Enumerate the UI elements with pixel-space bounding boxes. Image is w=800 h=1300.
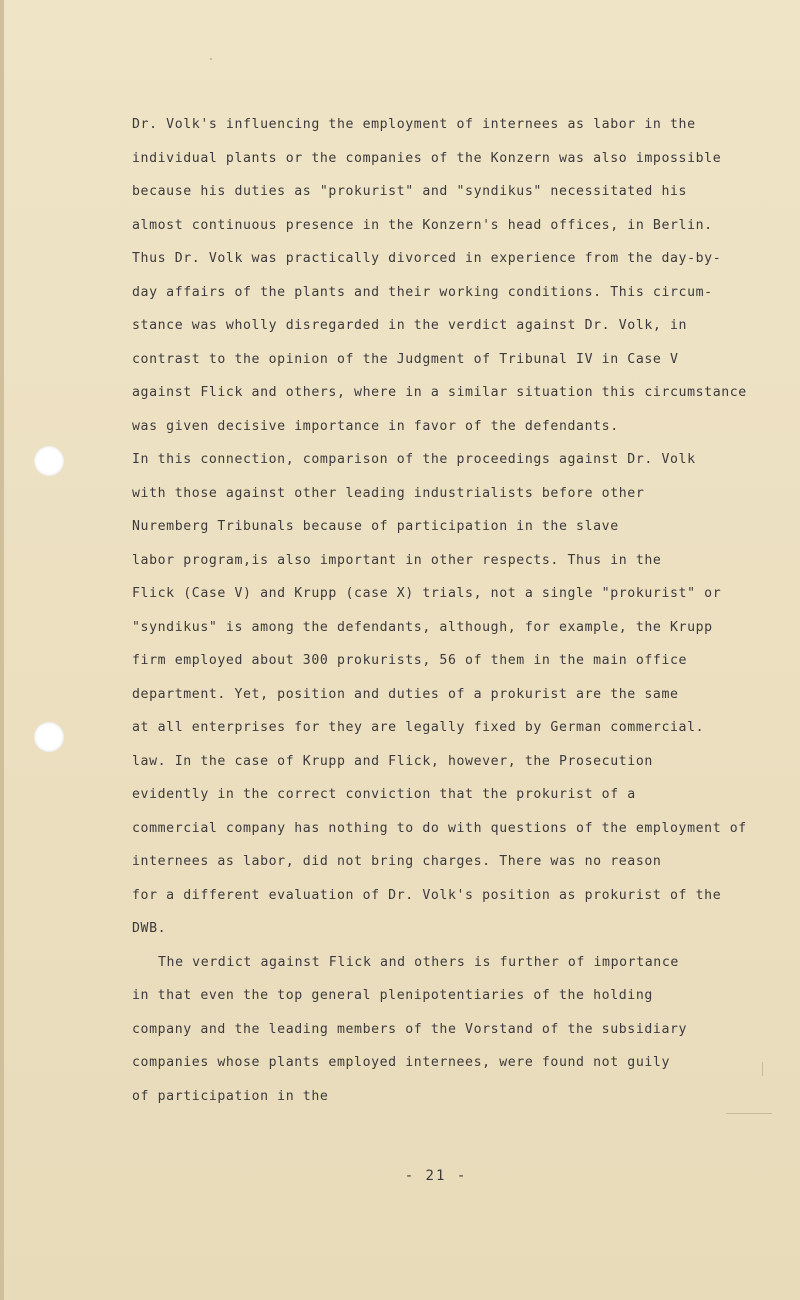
document-body bbox=[132, 108, 792, 1113]
text-line: In this connection, comparison of the proceedings against Dr. Volk bbox=[132, 452, 696, 467]
text-line: law. In the case of Krupp and Flick, however, the Prosecution bbox=[132, 753, 653, 769]
punch-hole-bottom bbox=[34, 722, 64, 752]
text-line: stance was wholly disregarded in the verdict against Dr. Volk, in bbox=[132, 318, 688, 333]
text-line: at all enterprises for they are legally fixed by German commercial. bbox=[132, 720, 705, 735]
paper-speck bbox=[210, 58, 212, 60]
text-line: Thus Dr. Volk was practically divorced in experience from the day-by- bbox=[132, 251, 722, 266]
text-line: in that even the top general plenipotentiaries of the holding bbox=[132, 988, 653, 1003]
text-line: Flick (Case V) and Krupp (case X) trials, not a single "prokurist" or bbox=[132, 586, 722, 601]
text-line: because his duties as "prokurist" and "syndikus" necessitated his bbox=[132, 184, 688, 199]
page-edge bbox=[0, 0, 4, 1300]
text-line: was given decisive importance in favor of the defendants. bbox=[132, 418, 619, 434]
text-line: against Flick and others, where in a similar situation this circumstance bbox=[132, 385, 747, 400]
text-line: Nuremberg Tribunals because of participation in the slave bbox=[132, 519, 619, 534]
text-line: department. Yet, position and duties of a prokurist are the same bbox=[132, 686, 679, 702]
page-number: - 21 - bbox=[404, 1168, 468, 1184]
text-line: almost continuous presence in the Konzern's head offices, in Berlin. bbox=[132, 217, 713, 233]
punch-hole-top bbox=[34, 446, 64, 476]
paragraph-start-line: The verdict against Flick and others is further of importance bbox=[158, 954, 679, 970]
text-line: day affairs of the plants and their working conditions. This circum- bbox=[132, 284, 713, 300]
text-line: Dr. Volk's influencing the employment of internees as labor in the bbox=[132, 117, 696, 132]
text-line: "syndikus" is among the defendants, although, for example, the Krupp bbox=[132, 619, 713, 635]
text-line: contrast to the opinion of the Judgment of Tribunal IV in Case V bbox=[132, 351, 679, 367]
text-line: of participation in the bbox=[132, 1088, 329, 1104]
text-line: company and the leading members of the Vorstand of the subsidiary bbox=[132, 1021, 688, 1037]
text-line: for a different evaluation of Dr. Volk's position as prokurist of the bbox=[132, 887, 722, 903]
paper-scratch bbox=[726, 1113, 772, 1114]
text-line: DWB. bbox=[132, 921, 167, 936]
text-line: firm employed about 300 prokurists, 56 of them in the main office bbox=[132, 653, 688, 668]
text-line: labor program,is also important in other respects. Thus in the bbox=[132, 552, 662, 568]
text-line: companies whose plants employed internees, were found not guily bbox=[132, 1055, 670, 1070]
text-line: internees as labor, did not bring charges. There was no reason bbox=[132, 854, 662, 869]
text-line: individual plants or the companies of the Konzern was also impossible bbox=[132, 150, 722, 166]
text-line: evidently in the correct conviction that the prokurist of a bbox=[132, 787, 636, 802]
text-line: commercial company has nothing to do with questions of the employment of bbox=[132, 820, 747, 836]
text-line: with those against other leading industrialists before other bbox=[132, 485, 645, 501]
